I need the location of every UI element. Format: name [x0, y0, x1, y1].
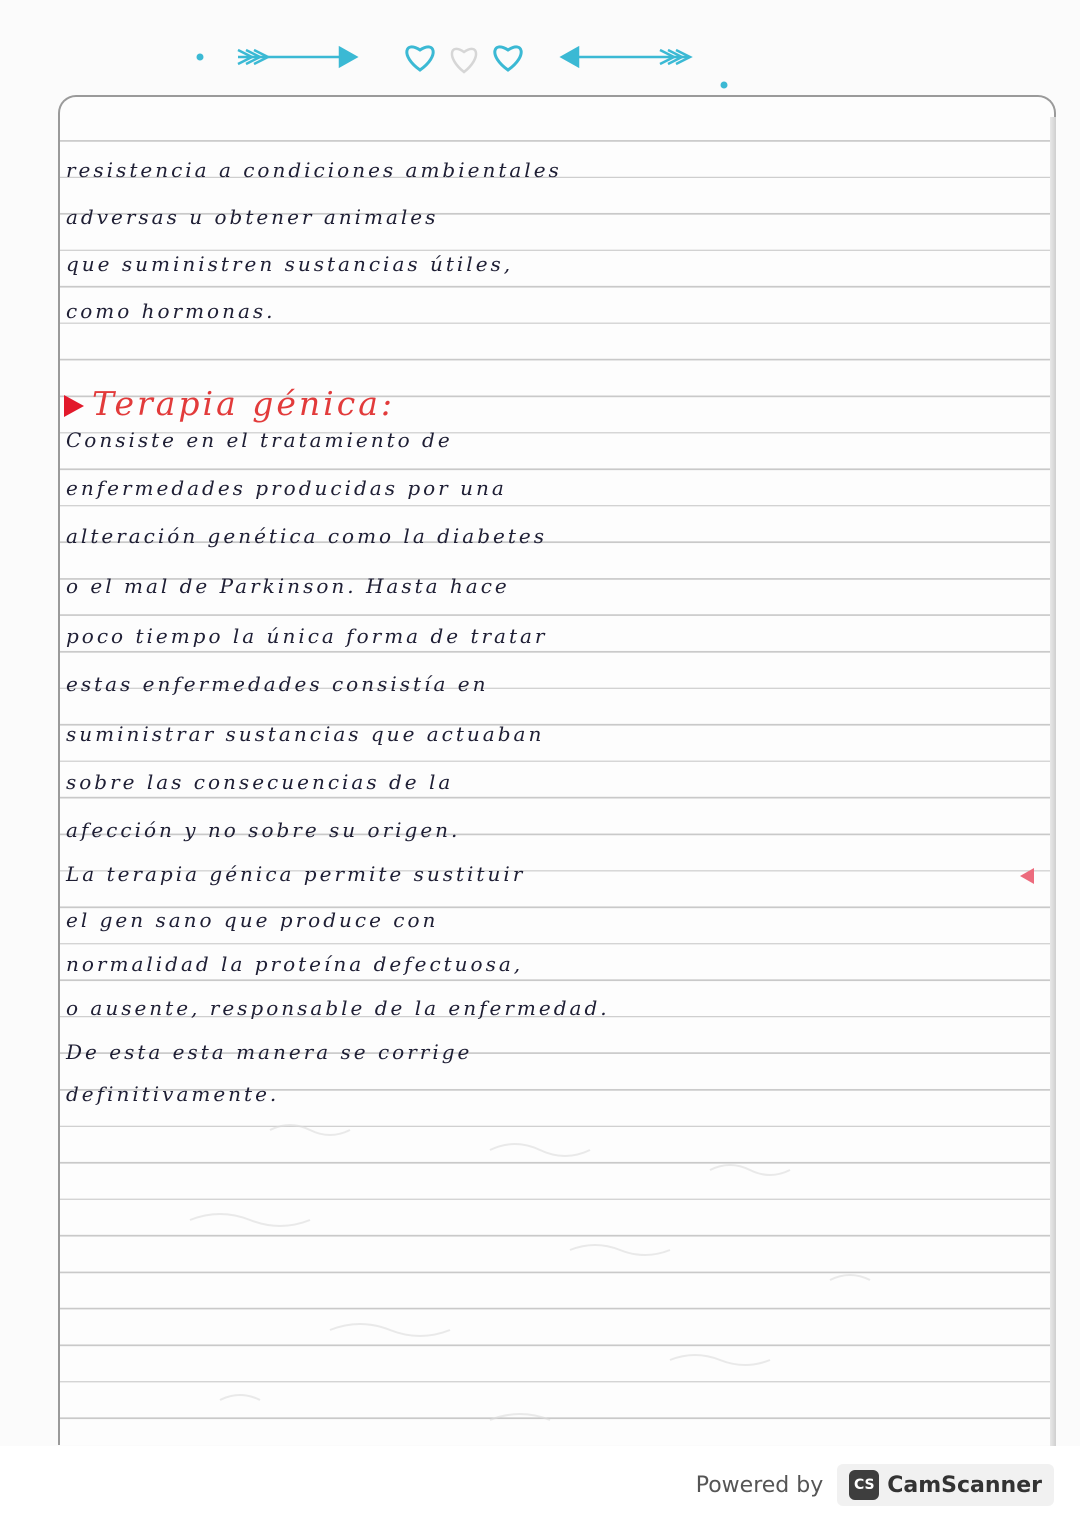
arrow-left-icon	[562, 48, 690, 66]
heart-icon	[495, 47, 521, 70]
note-line: definitivamente.	[66, 1082, 280, 1106]
note-line: Consiste en el tratamiento de	[66, 428, 453, 452]
note-line: La terapia génica permite sustituir	[66, 862, 526, 886]
note-line: afección y no sobre su origen.	[66, 818, 461, 842]
note-line: estas enfermedades consistía en	[66, 672, 489, 696]
note-line: alteración genética como la diabetes	[66, 524, 548, 548]
note-line: el gen sano que produce con	[66, 908, 439, 932]
note-line: como hormonas.	[66, 299, 276, 323]
arrow-right-icon	[238, 48, 356, 66]
camscanner-brand: CamScanner	[887, 1472, 1042, 1498]
bullet-triangle-icon	[64, 395, 84, 417]
camscanner-logo	[837, 1464, 1054, 1506]
heart-icon	[407, 47, 433, 70]
note-line: poco tiempo la única forma de tratar	[66, 624, 548, 648]
dot-right	[721, 82, 728, 89]
page-edge-marker-icon	[1020, 868, 1034, 884]
note-line: que suministren sustancias útiles,	[66, 252, 514, 276]
note-line: o el mal de Parkinson. Hasta hace	[66, 574, 510, 598]
dot-left	[197, 54, 204, 61]
top-decoration	[0, 30, 1080, 90]
note-line: enfermedades producidas por una	[66, 476, 507, 500]
note-line: suministrar sustancias que actuaban	[66, 722, 545, 746]
note-line: De esta esta manera se corrige	[66, 1040, 473, 1064]
section-heading-label: Terapia génica:	[92, 384, 396, 423]
note-line: o ausente, responsable de la enfermedad.	[66, 996, 610, 1020]
bleed-through-texture	[70, 1110, 1030, 1440]
camscanner-watermark	[696, 1462, 1054, 1508]
note-line: normalidad la proteína defectuosa,	[66, 952, 524, 976]
note-line: sobre las consecuencias de la	[66, 770, 454, 794]
heart-icon-faint	[452, 49, 476, 72]
note-line: resistencia a condiciones ambientales	[66, 158, 562, 182]
note-line: adversas u obtener animales	[66, 205, 439, 229]
powered-by-label: Powered by	[695, 1472, 824, 1498]
cs-logo-icon: CS	[849, 1470, 879, 1500]
section-heading	[64, 384, 395, 423]
